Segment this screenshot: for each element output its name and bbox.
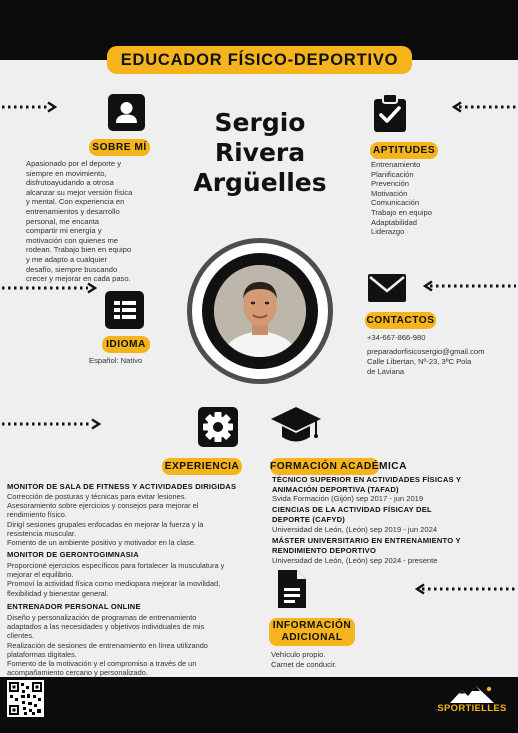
job-line: Asesoramiento sobre ejercicios y consejos para mejorar el: [7, 501, 199, 511]
degree-title-line: MÁSTER UNIVERSITARIO EN ENTRENAMIENTO Y: [272, 536, 461, 545]
dotted-arrow-right: [0, 418, 104, 430]
skills-list: [371, 160, 481, 237]
page-title: EDUCADOR FÍSICO-DEPORTIVO: [107, 46, 412, 74]
language-value: Español: Nativo: [89, 356, 143, 365]
degree-detail: Universidad de León, (León) sep 2019 - jun 2024: [272, 525, 438, 534]
job-line: mejorar el equilibrio.: [7, 570, 74, 580]
about-line: motivación con quienes me: [26, 235, 119, 245]
extra-line: Vehículo propio.: [271, 650, 326, 659]
job-line: adaptados a las necesidades y objetivos individuales de mis: [7, 622, 205, 632]
job-description: [7, 561, 267, 598]
contact-email[interactable]: preparadorfisicosergio@gmail.com: [367, 347, 485, 356]
dotted-arrow-left: [423, 280, 518, 292]
user-icon: [108, 94, 145, 131]
about-line: rodean. Trabajo bien en equipo: [26, 245, 132, 255]
profile-photo: [214, 265, 306, 357]
about-line: desafío, siempre buscando: [26, 264, 118, 274]
job-line: Realización de sesiones de entrenamiento en línea utilizando: [7, 640, 208, 650]
qr-code-icon[interactable]: [7, 680, 44, 717]
job-line: Proporcioné ejercicios específicos para fortalecer la musculatura y: [7, 561, 225, 570]
job-line: Promoví la actividad física como mediopara mejorar la movilidad,: [7, 579, 221, 589]
dotted-arrow-left: [415, 583, 518, 595]
job-line: Corrección de posturas y técnicas para evitar lesiones.: [7, 492, 187, 501]
dotted-arrow-right: [0, 101, 60, 113]
skill-item: Motivación: [371, 188, 408, 198]
candidate-name: [185, 108, 335, 198]
extra-line: Carnet de conducir.: [271, 659, 337, 669]
profile-photo-frame: [187, 238, 333, 384]
skill-item: Comunicación: [371, 198, 420, 208]
about-line: Apasionado por el deporte y: [26, 159, 121, 168]
degree-title: [272, 475, 512, 494]
job-line: plataformas digitales.: [7, 649, 77, 659]
job-line: Diseño y personalización de programas de entrenamiento: [7, 613, 197, 622]
graduation-cap-icon: [270, 404, 322, 448]
degree-title-line: ANIMACIÓN DEPORTIVA (TAFAD): [272, 484, 399, 494]
extra-info: [271, 650, 411, 669]
job-line: rendimiento físico.: [7, 510, 67, 520]
contact-phone[interactable]: +34-667-866-980: [367, 333, 426, 342]
language-label: IDIOMA: [102, 336, 150, 353]
name-middle: Rivera: [214, 138, 306, 167]
degree-title-line: DEPORTE (CAFYD): [272, 514, 346, 524]
job-line: clientes.: [7, 631, 35, 641]
envelope-icon: [367, 272, 407, 304]
job-description: [7, 613, 267, 677]
mountain-logo-icon: [448, 684, 496, 704]
job-line: Fomento de la motivación y el compromiso a través de un: [7, 659, 197, 669]
address-line: Calle Libertan, Nº-23, 3ºC Pola: [367, 357, 472, 366]
about-label: SOBRE MÍ: [89, 139, 150, 156]
degree-detail: Universidad de León, (León) sep 2024 - presente: [272, 556, 438, 565]
skill-item: Entrenamiento: [371, 160, 421, 169]
skill-item: Prevención: [371, 179, 409, 189]
job-title: ENTRENADOR PERSONAL ONLINE: [7, 602, 141, 611]
skill-item: Planificación: [371, 169, 414, 179]
name-last: Argüelles: [193, 168, 327, 197]
about-text: [26, 159, 146, 284]
name-first: Sergio: [214, 108, 306, 137]
degree-title: [272, 505, 512, 524]
dotted-arrow-left: [452, 101, 518, 113]
degree-title-line: CIENCIAS DE LA ACTIVIDAD FÍSICAY DEL: [272, 505, 432, 514]
degree-title: [272, 536, 512, 555]
job-description: [7, 492, 267, 547]
clipboard-check-icon: [371, 93, 409, 133]
degree-detail: Svida Formación (Gijón) sep 2017 - jun 2019: [272, 494, 424, 503]
chat-lines-icon: [105, 291, 144, 329]
brand-logo-text: SPORTIELLES: [437, 703, 507, 714]
about-line: compartir mi energía y: [26, 226, 102, 236]
about-line: entrenamientos y desarrollo: [26, 206, 120, 216]
job-line: Fomento de un ambiente positivo y motivador en la clase.: [7, 538, 196, 548]
about-line: disfrutoayudando a otrosa: [26, 178, 114, 188]
about-line: y me adapto a cualquier: [26, 254, 108, 264]
skill-item: Liderazgo: [371, 227, 405, 237]
experience-label: EXPERIENCIA: [162, 458, 242, 475]
document-icon: [276, 568, 308, 610]
extra-label-line: ADICIONAL: [281, 632, 343, 643]
degree-title-line: TÉCNICO SUPERIOR EN ACTIVIDADES FÍSICAS Y: [272, 475, 462, 484]
gear-icon: [198, 407, 238, 447]
about-line: personal, me encanta: [26, 216, 100, 226]
about-line: alcanzar su mejor versión física: [26, 187, 133, 197]
degree-title-line: RENDIMIENTO DEPORTIVO: [272, 545, 377, 555]
education-label: FORMACIÓN ACADÉMICA: [270, 458, 379, 475]
skills-label: APTITUDES: [370, 142, 438, 159]
job-line: flexibilidad y bienestar general.: [7, 588, 109, 598]
contact-address: [367, 357, 517, 376]
skill-item: Trabajo en equipo: [371, 207, 432, 217]
extra-info-label: [269, 618, 355, 646]
dotted-arrow-right: [0, 282, 100, 294]
job-line: acompañamiento cercano y personalizado.: [7, 668, 148, 678]
about-line: crecer y mejorar en cada paso.: [26, 274, 131, 284]
about-line: y mental. Con experiencia en: [26, 197, 125, 207]
skill-item: Adaptabilidad: [371, 217, 418, 227]
job-line: Dirigí sesiones grupales enfocadas en mejorar la fuerza y la: [7, 519, 204, 529]
job-line: resistencia muscular.: [7, 528, 77, 538]
job-title: MONITOR DE GERONTOGIMNASIA: [7, 550, 139, 559]
job-title: MONITOR DE SALA DE FITNESS Y ACTIVIDADES DIRIGIDAS: [7, 482, 237, 491]
address-line: de Laviana: [367, 366, 405, 376]
contact-label: CONTACTOS: [365, 312, 436, 329]
extra-label-line: INFORMACIÓN: [272, 620, 352, 631]
about-line: siempre en movimiento,: [26, 168, 107, 178]
